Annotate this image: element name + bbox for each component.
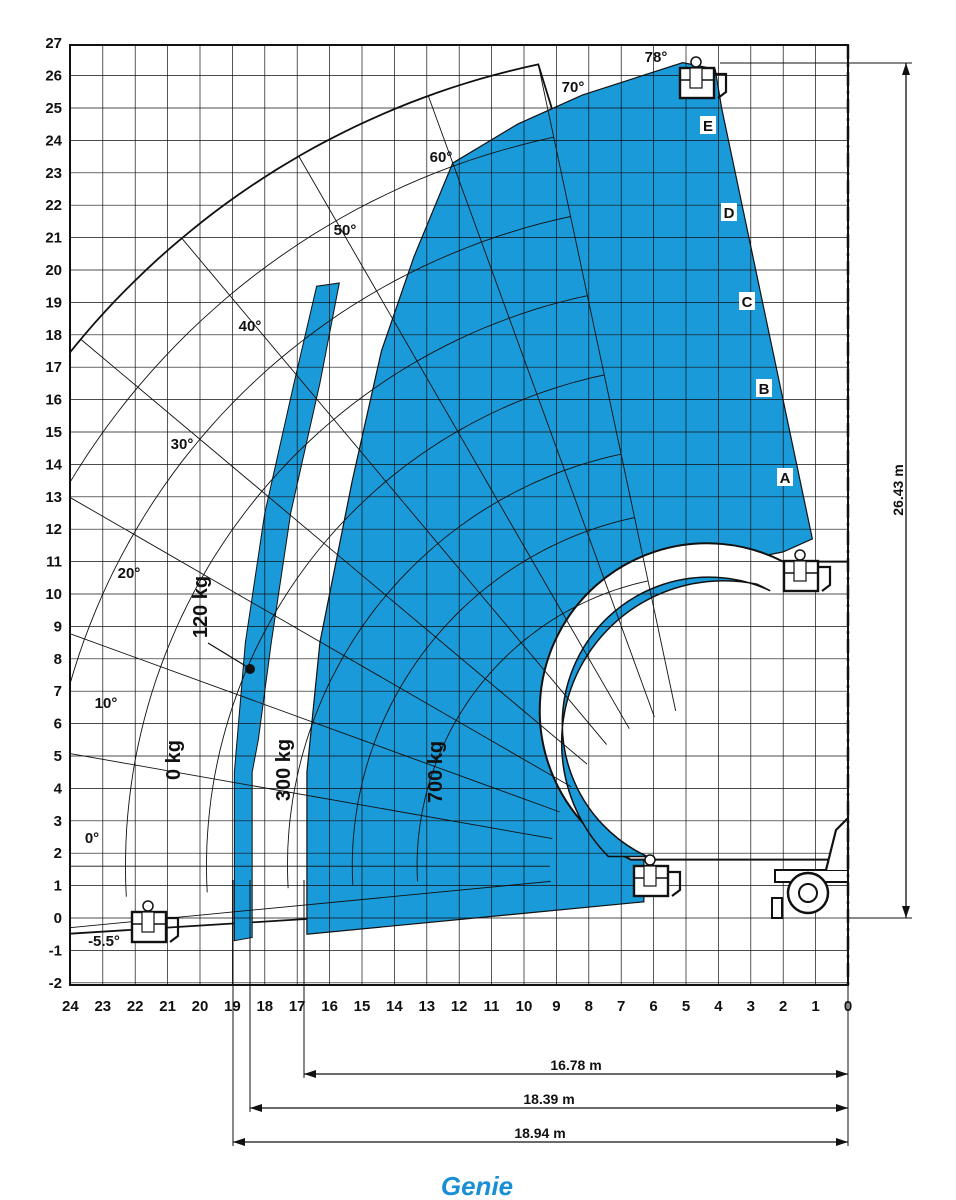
y-tick-label: 10 xyxy=(45,586,62,603)
y-tick-label: 14 xyxy=(45,456,62,474)
x-tick-label: 10 xyxy=(515,998,533,1015)
y-tick-label: 19 xyxy=(45,294,62,312)
x-tick-label: 18 xyxy=(256,998,274,1015)
y-tick-label: 13 xyxy=(45,488,62,506)
operator-head xyxy=(645,855,655,865)
genie-logo: Genie xyxy=(440,1171,514,1200)
operator-body xyxy=(794,561,806,581)
y-tick-label: 11 xyxy=(46,553,62,571)
y-tick-label: -2 xyxy=(48,974,62,992)
reach-18-94: 18.94 m xyxy=(514,1125,566,1141)
x-tick-label: 4 xyxy=(714,998,723,1015)
y-tick-label: 17 xyxy=(45,359,62,377)
x-tick-label: 19 xyxy=(224,998,241,1015)
x-tick-label: 20 xyxy=(191,998,209,1015)
x-tick-label: 23 xyxy=(94,998,112,1015)
angle-label: 60° xyxy=(429,149,453,166)
operator-head xyxy=(795,550,805,560)
angle-label: 10° xyxy=(94,695,118,712)
x-tick-label: 22 xyxy=(126,998,144,1015)
x-tick-label: 5 xyxy=(681,998,691,1015)
operator-body xyxy=(690,68,702,88)
ext-label-E: E xyxy=(702,118,714,135)
y-tick-label: 8 xyxy=(53,650,62,668)
x-tick-label: 15 xyxy=(353,998,371,1015)
y-tick-label: 23 xyxy=(45,164,62,182)
ext-label-B: B xyxy=(758,381,770,398)
x-tick-label: 1 xyxy=(811,998,820,1015)
x-tick-label: 13 xyxy=(418,998,436,1015)
y-tick-label: 9 xyxy=(53,618,62,636)
operator-head xyxy=(691,57,701,67)
x-tick-label: 2 xyxy=(779,998,788,1015)
x-tick-label: 3 xyxy=(746,998,755,1015)
y-tick-label: 22 xyxy=(45,197,62,215)
angle-label: -5.5° xyxy=(88,933,120,950)
y-axis-ticks xyxy=(45,35,62,992)
y-tick-label: 2 xyxy=(53,845,62,863)
y-tick-label: 4 xyxy=(53,780,62,798)
reach-18-39: 18.39 m xyxy=(523,1091,575,1107)
x-tick-label: 9 xyxy=(552,998,561,1015)
zone-label-700kg: 700 kg xyxy=(425,740,447,804)
x-tick-label: 8 xyxy=(584,998,593,1015)
x-tick-label: 6 xyxy=(649,998,658,1015)
x-tick-label: 17 xyxy=(288,998,306,1015)
y-tick-label: 21 xyxy=(45,229,62,247)
x-tick-label: 11 xyxy=(483,998,500,1015)
zone-label-0kg: 0 kg xyxy=(163,739,185,781)
y-tick-label: 26 xyxy=(45,67,62,85)
y-tick-label: 18 xyxy=(45,326,62,344)
y-tick-label: 16 xyxy=(45,391,62,409)
x-tick-label: 0 xyxy=(843,998,853,1015)
y-tick-label: 24 xyxy=(45,132,62,150)
zone-label-120kg: 120 kg xyxy=(190,575,212,639)
ext-label-A: A xyxy=(779,470,791,487)
y-tick-label: -1 xyxy=(48,942,62,960)
reach-16-78: 16.78 m xyxy=(550,1057,602,1073)
y-tick-label: 0 xyxy=(53,910,62,927)
y-tick-label: 15 xyxy=(45,424,62,441)
angle-label: 78° xyxy=(644,49,668,66)
outrigger xyxy=(772,898,782,918)
angle-label: 20° xyxy=(117,565,141,582)
operator-head xyxy=(143,901,153,911)
zone-label-300kg: 300 kg xyxy=(273,738,295,802)
ext-label-C: C xyxy=(741,294,753,311)
x-tick-label: 24 xyxy=(62,998,79,1015)
x-tick-label: 12 xyxy=(450,998,468,1015)
y-tick-label: 6 xyxy=(53,715,62,733)
y-tick-label: 7 xyxy=(53,683,62,701)
x-tick-label: 21 xyxy=(159,998,176,1015)
y-tick-label: 25 xyxy=(45,100,62,117)
wheel-hub xyxy=(799,884,817,902)
angle-label: 70° xyxy=(561,79,585,96)
x-axis-ticks xyxy=(62,998,852,1015)
ext-label-D: D xyxy=(723,205,735,222)
x-tick-label: 14 xyxy=(386,998,403,1015)
y-tick-label: 5 xyxy=(53,748,62,765)
operator-body xyxy=(644,866,656,886)
angle-label: 50° xyxy=(333,222,357,239)
operator-body xyxy=(142,912,154,932)
y-tick-label: 12 xyxy=(45,521,62,539)
load-regions xyxy=(0,63,848,945)
height-dimension-label: 26.43 m xyxy=(890,464,906,516)
zone-120kg-dot xyxy=(245,664,255,674)
angle-label: 40° xyxy=(238,318,262,335)
y-tick-label: 20 xyxy=(45,262,62,279)
basket-bracket xyxy=(668,872,680,896)
y-tick-label: 1 xyxy=(53,877,62,895)
x-tick-label: 16 xyxy=(321,998,338,1015)
y-tick-label: 27 xyxy=(45,35,62,53)
x-tick-label: 7 xyxy=(617,998,626,1015)
angle-label: 0° xyxy=(84,830,100,847)
angle-label: 30° xyxy=(170,436,194,453)
y-tick-label: 3 xyxy=(53,812,62,830)
